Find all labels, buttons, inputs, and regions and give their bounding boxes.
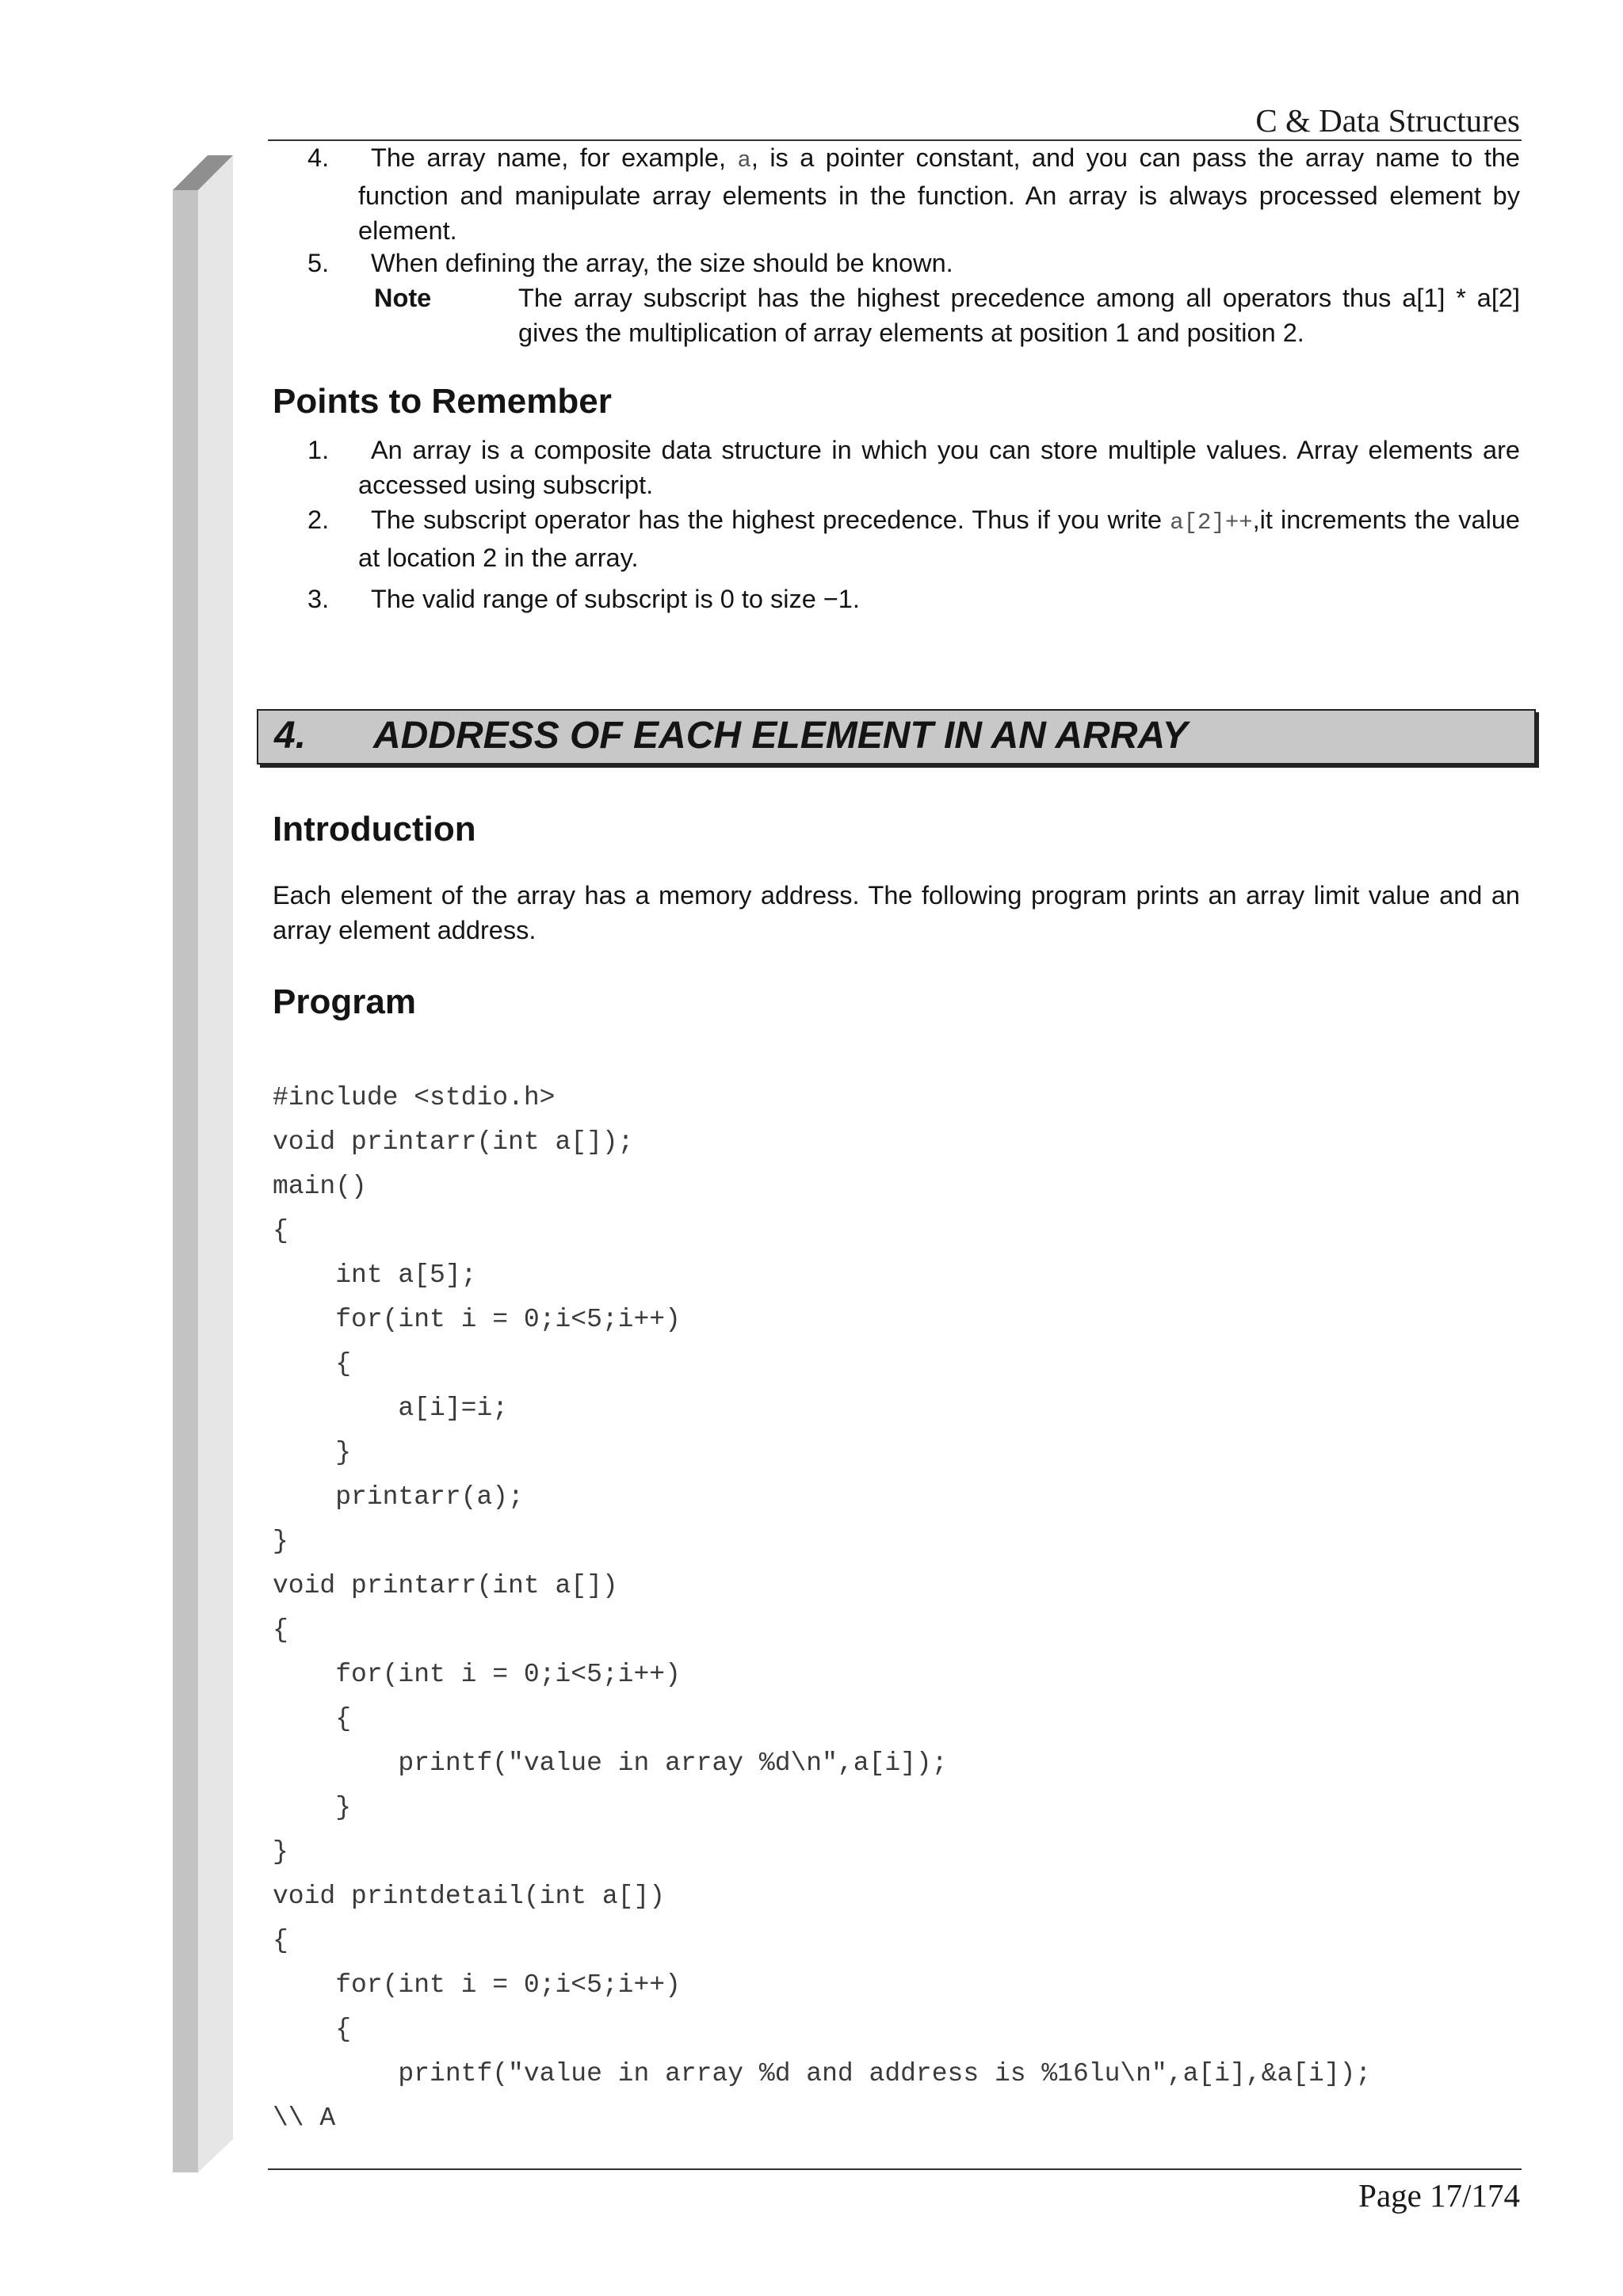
section-title: ADDRESS OF EACH ELEMENT IN AN ARRAY — [373, 715, 1188, 757]
code-line: { — [273, 1926, 288, 1955]
code-line: } — [273, 1438, 352, 1467]
points-heading: Points to Remember — [273, 382, 612, 421]
list-item-text-content: The valid range of subscript is 0 to size −1. — [371, 585, 860, 613]
list-item-text-content: An array is a composite data structure in which you can store multiple values. Array elements are accessed using subscript. — [358, 436, 1520, 499]
list-item-text — [358, 502, 1520, 575]
list-number: 3. — [307, 585, 330, 613]
list-item-text-content: When defining the array, the size should be known. — [371, 249, 953, 277]
introduction-heading: Introduction — [273, 810, 476, 849]
list-item-text-a: The array name, for example, — [371, 143, 738, 172]
note-label: Note — [374, 284, 432, 312]
code-line: #include <stdio.h> — [273, 1083, 556, 1112]
program-heading: Program — [273, 982, 416, 1021]
list-number: 5. — [307, 249, 330, 277]
code-line: printf("value in array %d and address is %16lu\n",a[i],&a[i]); — [273, 2059, 1372, 2088]
header-title: C & Data Structures — [1255, 102, 1520, 139]
code-line: for(int i = 0;i<5;i++) — [273, 1305, 681, 1334]
list-item-text — [358, 246, 1520, 280]
code-line: void printdetail(int a[]) — [273, 1882, 666, 1911]
inline-code: a[2]++ — [1170, 509, 1253, 536]
code-line: { — [273, 1349, 352, 1379]
introduction-text: Each element of the array has a memory address. The following program prints an array limit value and an array element address. — [273, 881, 1520, 944]
list-item-text — [358, 582, 1520, 616]
code-line: } — [273, 1793, 352, 1822]
list-number: 2. — [307, 505, 330, 534]
code-line: for(int i = 0;i<5;i++) — [273, 1970, 681, 2000]
list-item-text — [358, 433, 1520, 502]
list-item-text — [358, 140, 1520, 248]
inline-code: a — [737, 147, 751, 174]
decorative-side-bar — [170, 151, 233, 2179]
code-line: for(int i = 0;i<5;i++) — [273, 1660, 681, 1689]
code-line: { — [273, 1216, 288, 1245]
code-line: printarr(a); — [273, 1482, 524, 1512]
list-item-text-b: ,it increments the value at location 2 in the array. — [358, 505, 1520, 572]
list-number: 1. — [307, 436, 330, 464]
footer-rule — [268, 2168, 1522, 2170]
code-line: void printarr(int a[]) — [273, 1571, 618, 1600]
code-line: \\ A — [273, 2103, 336, 2133]
section-heading-band — [257, 709, 1536, 765]
list-number: 4. — [307, 143, 330, 172]
list-item-text-b: , is a pointer constant, and you can pass the array name to the function and manipulate array elements in the function. An array is always processed element by element. — [358, 143, 1521, 245]
code-line: a[i]=i; — [273, 1394, 509, 1423]
code-line: } — [273, 1837, 288, 1867]
code-line: } — [273, 1527, 288, 1556]
list-item-text-a: The subscript operator has the highest precedence. Thus if you write — [371, 505, 1170, 534]
section-number: 4. — [274, 715, 307, 757]
note-text: The array subscript has the highest precedence among all operators thus a[1] * a[2] gives the multiplication of array elements at position 1 and position 2. — [518, 284, 1520, 347]
code-line: int a[5]; — [273, 1261, 477, 1290]
code-line: { — [273, 2015, 352, 2044]
page-number: Page 17/174 — [1358, 2177, 1520, 2214]
code-line: printf("value in array %d\n",a[i]); — [273, 1749, 948, 1778]
code-line: { — [273, 1615, 288, 1645]
code-line: { — [273, 1704, 352, 1733]
code-line: main() — [273, 1172, 367, 1201]
code-line: void printarr(int a[]); — [273, 1127, 634, 1157]
